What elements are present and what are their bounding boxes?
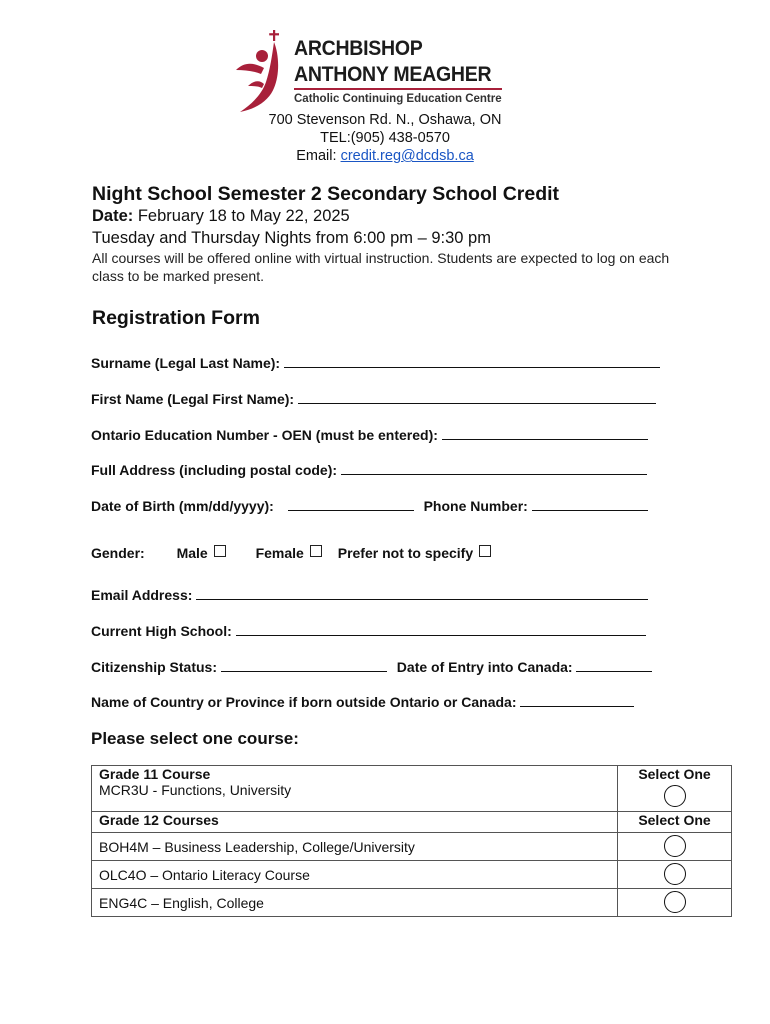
email-link[interactable]: credit.reg@dcdsb.ca (340, 148, 474, 164)
address-field[interactable] (341, 460, 647, 475)
address-label: Full Address (including postal code): (91, 462, 338, 478)
table-row (92, 812, 732, 833)
table-row (92, 889, 732, 917)
grade12-header: Grade 12 Courses (99, 812, 219, 828)
select-cell (618, 889, 732, 917)
logo-line-2: ANTHONY MEAGHER (294, 63, 492, 86)
figure-head-icon (256, 50, 268, 62)
logo-line-3: Catholic Continuing Education Centre (294, 93, 502, 105)
course-boh4m: BOH4M – Business Leadership, College/University (99, 838, 415, 855)
first-name-field[interactable] (298, 389, 656, 404)
school-field[interactable] (236, 621, 646, 636)
course-select-heading: Please select one course: (91, 729, 299, 748)
entry-date-label: Date of Entry into Canada: (396, 659, 573, 675)
date-label: Date: (92, 207, 134, 225)
dob-field[interactable] (288, 496, 414, 511)
course-boh4m-radio[interactable] (664, 835, 686, 857)
phone-field[interactable] (532, 496, 648, 511)
citizenship-field[interactable] (221, 657, 387, 672)
birth-country-label: Name of Country or Province if born outside Ontario or Canada: (91, 694, 517, 710)
select-cell (618, 861, 732, 889)
table-row (92, 766, 732, 812)
select-cell (618, 833, 732, 861)
course-eng4c: ENG4C – English, College (99, 894, 264, 911)
course-olc4o-radio[interactable] (664, 863, 686, 885)
oen-field[interactable] (442, 425, 648, 440)
course-table (91, 765, 732, 917)
citizenship-row (91, 657, 652, 675)
course-cell (92, 833, 618, 861)
birth-country-field[interactable] (520, 692, 634, 707)
course-mcr3u: MCR3U - Functions, University (99, 782, 292, 798)
email-address-field[interactable] (196, 585, 648, 600)
oen-label: Ontario Education Number - OEN (must be entered): (91, 427, 438, 443)
gender-label: Gender: (91, 545, 145, 561)
logo-divider (294, 88, 502, 90)
gender-row (91, 545, 491, 561)
address-email-line (0, 148, 770, 164)
figure-arm-icon (236, 64, 264, 74)
select-one-header: Select One (638, 812, 711, 828)
email-label: Email: (296, 148, 341, 164)
dob-label: Date of Birth (mm/dd/yyyy): (91, 498, 274, 514)
address-tel: TEL:(905) 438-0570 (320, 130, 450, 146)
logo-line-1: ARCHBISHOP (294, 37, 423, 60)
course-cell (92, 889, 618, 917)
course-olc4o: OLC4O – Ontario Literacy Course (99, 866, 310, 883)
schedule-text: Tuesday and Thursday Nights from 6:00 pm – 9:30 pm (92, 229, 491, 247)
email-address-label: Email Address: (91, 587, 193, 603)
dob-phone-row (91, 496, 648, 514)
online-notice: All courses will be offered online with virtual instruction. Students are expected to log on each class to be marked present. (92, 250, 670, 284)
course-mcr3u-radio[interactable] (664, 785, 686, 807)
grade11-header: Grade 11 Course (99, 766, 211, 782)
first-name-label: First Name (Legal First Name): (91, 391, 295, 407)
running-figure-cross-logo (234, 30, 296, 114)
surname-row (91, 353, 660, 371)
date-value: February 18 to May 22, 2025 (133, 207, 350, 225)
gender-other-checkbox[interactable] (479, 545, 491, 557)
address-row (91, 460, 647, 478)
gender-female-checkbox[interactable] (310, 545, 322, 557)
school-label: Current High School: (91, 623, 232, 639)
gender-male-checkbox[interactable] (214, 545, 226, 557)
gender-other-label: Prefer not to specify (337, 545, 474, 561)
table-row (92, 861, 732, 889)
select-cell (618, 766, 732, 812)
figure-leg-icon (248, 81, 264, 88)
cross-icon (269, 30, 279, 41)
gender-female-label: Female (255, 545, 304, 561)
date-line (92, 207, 350, 226)
grade11-cell (92, 766, 618, 812)
phone-label: Phone Number: (423, 498, 528, 514)
surname-field[interactable] (284, 353, 660, 368)
address-street: 700 Stevenson Rd. N., Oshawa, ON (268, 112, 502, 128)
select-one-header: Select One (638, 766, 711, 782)
table-row (92, 833, 732, 861)
select-header-cell (618, 812, 732, 833)
entry-date-field[interactable] (576, 657, 652, 672)
first-name-row (91, 389, 656, 407)
grade12-header-cell (92, 812, 618, 833)
birth-country-row (91, 692, 634, 710)
email-row (91, 585, 648, 603)
school-row (91, 621, 646, 639)
page-title: Night School Semester 2 Secondary School Credit (92, 183, 560, 205)
gender-male-label: Male (176, 545, 208, 561)
course-eng4c-radio[interactable] (664, 891, 686, 913)
surname-label: Surname (Legal Last Name): (91, 355, 281, 371)
registration-heading: Registration Form (92, 307, 260, 329)
citizenship-label: Citizenship Status: (91, 659, 218, 675)
course-cell (92, 861, 618, 889)
oen-row (91, 425, 648, 443)
